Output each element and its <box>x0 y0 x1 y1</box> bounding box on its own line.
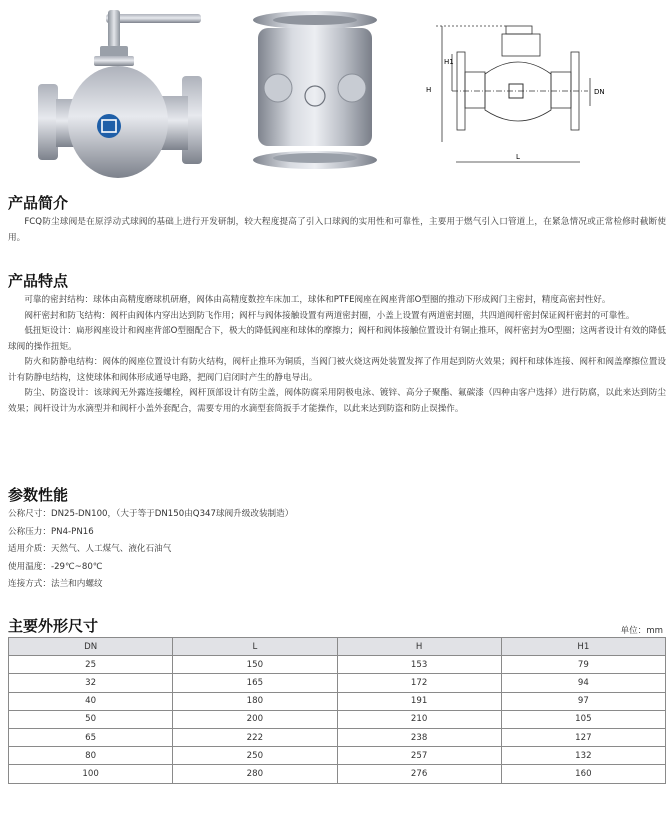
table-row <box>9 710 666 728</box>
cell-l: 165 <box>173 674 337 692</box>
param-line: 公称尺寸：DN25-DN100，（大于等于DN150由Q347球阀升级改装制造） <box>8 509 294 519</box>
intro-paragraph: FCQ防尘球阀是在原浮动式球阀的基础上进行开发研制，较大程度提高了引入口球阀的实用性和可靠性，主要用于燃气引入口管道上，在紧急情况或正常检修时截断使用。 <box>8 217 666 243</box>
feature-item: 防火和防静电结构：阀体的阀座位置设计有防火结构，阀杆止推环为铜质，当阀门被火烧这两处装置发挥了作用起到防火效果；阀杆和球体连接、阀杆和阀盖摩擦位置设计有防静电结构，这使球体和阀体形成通导电路，把阀门启闭时产生的静电导出。 <box>8 357 666 383</box>
cell-dn: 80 <box>9 747 173 765</box>
unit-label: 单位：mm <box>620 626 663 636</box>
feature-item: 低扭矩设计：扁形阀座设计和阀座背部O型圈配合下，极大的降低阀座和球体的摩擦力；阀杆和阀体接触位置设计有铜止推环，阀杆密封为O型圈；这两者设计有效的降低球阀的操作扭矩。 <box>8 326 666 352</box>
feature-item: 阀杆密封和防飞结构：阀杆由阀体内穿出达到防飞作用；阀杆与阀体接触设置有两道密封圈，小盖上设置有两道密封圈，共四道阀杆密封保证阀杆密封的可靠性。 <box>24 310 635 321</box>
cell-h: 153 <box>337 656 501 674</box>
dim-label-l: L <box>516 153 520 161</box>
valve-body-photo <box>240 8 390 178</box>
table-row <box>9 692 666 710</box>
cell-h: 276 <box>337 765 501 783</box>
intro-text-block <box>8 215 666 246</box>
features-title: 产品特点 <box>8 272 69 290</box>
table-row <box>9 656 666 674</box>
cell-h: 191 <box>337 692 501 710</box>
header-dn: DN <box>9 638 173 656</box>
dim-label-h1: H1 <box>444 58 454 66</box>
cell-h1: 105 <box>501 710 665 728</box>
cell-h1: 127 <box>501 728 665 746</box>
cell-dn: 32 <box>9 674 173 692</box>
header-h1: H1 <box>501 638 665 656</box>
cell-l: 200 <box>173 710 337 728</box>
cell-dn: 50 <box>9 710 173 728</box>
header-l: L <box>173 638 337 656</box>
dimensions-table <box>8 637 666 784</box>
valve-photo-with-handle <box>36 4 216 179</box>
header-h: H <box>337 638 501 656</box>
table-row <box>9 747 666 765</box>
dim-label-h: H <box>426 86 432 94</box>
cell-l: 280 <box>173 765 337 783</box>
params-list <box>8 506 293 594</box>
cell-dn: 100 <box>9 765 173 783</box>
cell-dn: 40 <box>9 692 173 710</box>
table-row <box>9 765 666 783</box>
dim-label-dn: DN <box>594 88 605 96</box>
params-title: 参数性能 <box>8 486 69 504</box>
cell-l: 250 <box>173 747 337 765</box>
cell-h1: 132 <box>501 747 665 765</box>
cell-dn: 65 <box>9 728 173 746</box>
cell-h1: 94 <box>501 674 665 692</box>
feature-item: 防尘、防盗设计：该球阀无外露连接螺栓，阀杆顶部设计有防尘盖，阀体防腐采用阴极电泳、镀锌、高分子聚酯、氟碳漆（四种由客户选择）进行防腐，以此来达到防尘效果；阀杆设计为水滴型并和阀杆小盖外套配合，需要专用的水滴型套筒扳手才能操作，以此来达到防盗和防止误操作。 <box>8 388 666 414</box>
table-row <box>9 674 666 692</box>
cell-l: 222 <box>173 728 337 746</box>
cell-h1: 79 <box>501 656 665 674</box>
cell-h1: 160 <box>501 765 665 783</box>
features-list <box>8 293 666 417</box>
param-line: 连接方式：法兰和内螺纹 <box>8 579 103 589</box>
cell-h: 257 <box>337 747 501 765</box>
param-line: 公称压力：PN4-PN16 <box>8 526 94 537</box>
cell-h: 238 <box>337 728 501 746</box>
cell-l: 180 <box>173 692 337 710</box>
cell-h: 210 <box>337 710 501 728</box>
cell-dn: 25 <box>9 656 173 674</box>
param-line: 使用温度：-29℃~80℃ <box>8 561 103 572</box>
param-line: 适用介质：天然气、人工煤气、液化石油气 <box>8 544 172 554</box>
feature-item: 可靠的密封结构：球体由高精度磨球机研磨，阀体由高精度数控车床加工，球体和PTFE阀座在阀座背部O型圈的推动下形成阀门主密封，精度高密封性好。 <box>24 295 611 305</box>
dimension-drawing <box>418 14 618 172</box>
intro-title: 产品简介 <box>8 194 69 212</box>
cell-l: 150 <box>173 656 337 674</box>
dims-title: 主要外形尺寸 <box>8 617 99 635</box>
cell-h1: 97 <box>501 692 665 710</box>
table-header-row <box>9 638 666 656</box>
cell-h: 172 <box>337 674 501 692</box>
table-row <box>9 728 666 746</box>
